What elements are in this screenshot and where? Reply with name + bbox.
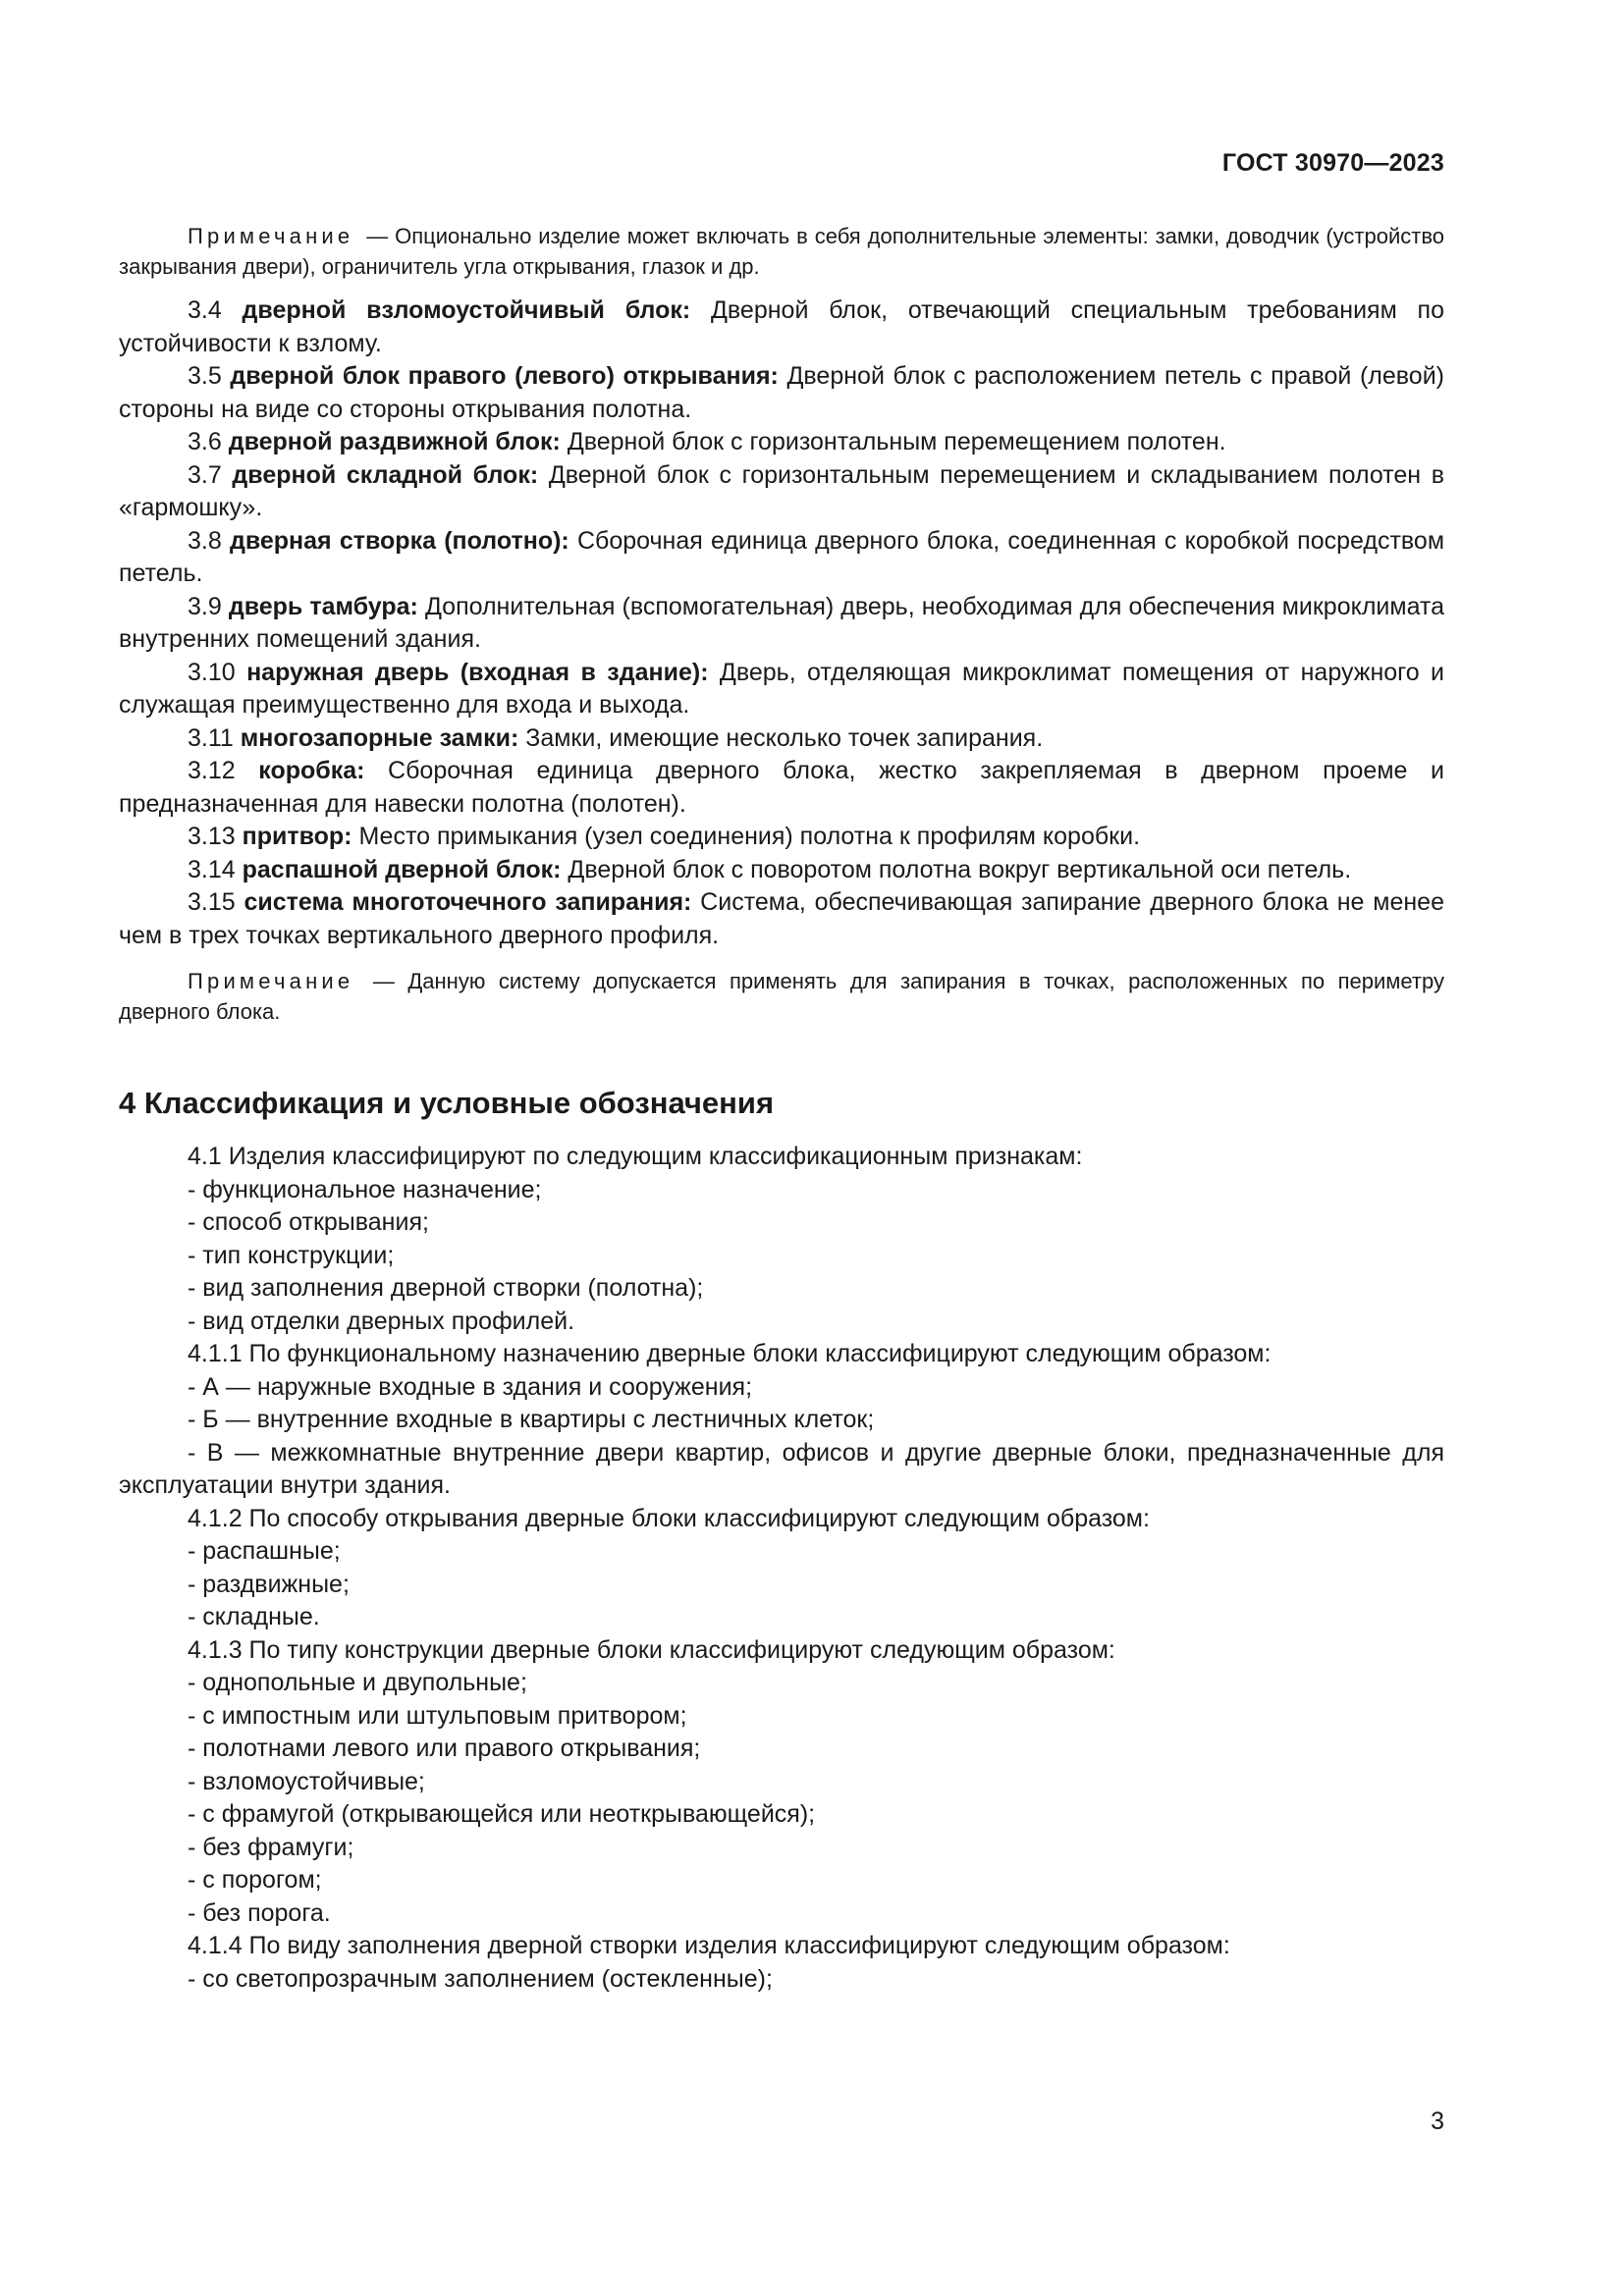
term-definition: Дополнительная (вспомогательная) дверь, необходимая для обеспечения микроклимата внутренних помещений здания. bbox=[119, 592, 1445, 653]
term-name: распашной дверной блок: bbox=[242, 855, 562, 883]
list-item: - однопольные и двупольные; bbox=[188, 1669, 527, 1696]
section-4-title: 4 Классификация и условные обозначения bbox=[119, 1086, 775, 1120]
term-definition: Сборочная единица дверного блока, соединенная с коробкой посредством петель. bbox=[119, 526, 1445, 587]
term-name: многозапорные замки: bbox=[240, 723, 519, 752]
term-name: наружная дверь (входная в здание): bbox=[246, 658, 709, 686]
term-number: 3.9 bbox=[188, 592, 229, 620]
note-1 bbox=[119, 221, 1444, 282]
term-3-9 bbox=[119, 591, 1444, 657]
list-item: - с порогом; bbox=[188, 1866, 322, 1894]
list-item: - вид отделки дверных профилей. bbox=[188, 1307, 575, 1335]
list-item: - А — наружные входные в здания и сооружения; bbox=[188, 1372, 753, 1401]
term-number: 3.5 bbox=[188, 362, 231, 390]
clause-4-1-4: 4.1.4 По виду заполнения дверной створки изделия классифицируют следующим образом: bbox=[188, 1932, 1230, 1959]
term-number: 3.11 bbox=[188, 723, 241, 752]
section-4-body bbox=[119, 1141, 1444, 1996]
list-item: - способ открывания; bbox=[188, 1208, 429, 1236]
term-3-4 bbox=[119, 294, 1444, 360]
term-definition: Дверной блок с горизонтальным перемещением и складыванием полотен в «гармошку». bbox=[119, 460, 1444, 521]
term-3-10 bbox=[119, 657, 1444, 722]
term-number: 3.14 bbox=[188, 855, 243, 883]
page-content bbox=[119, 221, 1444, 1996]
clause-4-1-1: 4.1.1 По функциональному назначению дверные блоки классифицируют следующим образом: bbox=[188, 1340, 1272, 1367]
note-label: Примечание bbox=[188, 969, 354, 993]
clause-4-1: 4.1 Изделия классифицируют по следующим классификационным признакам: bbox=[188, 1143, 1083, 1170]
term-3-15 bbox=[119, 886, 1444, 952]
term-3-14 bbox=[119, 854, 1444, 887]
list-item: - раздвижные; bbox=[188, 1570, 350, 1598]
clause-4-1-2: 4.1.2 По способу открывания дверные блоки классифицируют следующим образом: bbox=[188, 1504, 1150, 1532]
term-3-13 bbox=[119, 821, 1444, 854]
term-3-7 bbox=[119, 459, 1444, 525]
term-number: 3.6 bbox=[188, 428, 229, 455]
list-item: - функциональное назначение; bbox=[188, 1175, 542, 1203]
term-name: дверной взломоустойчивый блок: bbox=[242, 296, 691, 324]
page-number: 3 bbox=[1431, 2108, 1444, 2135]
list-item: - тип конструкции; bbox=[188, 1241, 395, 1269]
term-number: 3.12 bbox=[188, 757, 259, 784]
term-number: 3.13 bbox=[188, 823, 243, 850]
list-item: - В — межкомнатные внутренние двери квартир, офисов и другие дверные блоки, предназначенные для эксплуатации внутри здания. bbox=[119, 1438, 1444, 1499]
term-name: система многоточечного запирания: bbox=[244, 888, 692, 916]
term-definition: Дверной блок с горизонтальным перемещением полотен. bbox=[560, 428, 1226, 455]
list-item: - распашные; bbox=[188, 1537, 341, 1565]
note-label: Примечание bbox=[188, 224, 354, 248]
list-item: - складные. bbox=[188, 1603, 320, 1630]
term-name: дверной складной блок: bbox=[232, 460, 539, 489]
term-definition: Сборочная единица дверного блока, жестко закрепляемая в дверном проеме и предназначенная для навески полотна (полотен). bbox=[119, 757, 1444, 818]
term-name: дверной раздвижной блок: bbox=[228, 428, 561, 455]
term-definition: Дверь, отделяющая микроклимат помещения от наружного и служащая преимущественно для входа и выхода. bbox=[119, 658, 1444, 719]
term-name: дверной блок правого (левого) открывания: bbox=[230, 362, 779, 390]
clause-4-1-3: 4.1.3 По типу конструкции дверные блоки классифицируют следующим образом: bbox=[188, 1635, 1115, 1664]
note-text: — Данную систему допускается применять для запирания в точках, расположенных по периметру дверного блока. bbox=[119, 969, 1444, 1024]
term-number: 3.7 bbox=[188, 460, 233, 489]
term-3-12 bbox=[119, 755, 1444, 821]
term-definition: Место примыкания (узел соединения) полотна к профилям коробки. bbox=[352, 823, 1141, 850]
list-item: - без фрамуги; bbox=[188, 1833, 354, 1861]
list-item: - вид заполнения дверной створки (полотна); bbox=[188, 1274, 704, 1302]
term-number: 3.4 bbox=[188, 296, 243, 324]
term-number: 3.10 bbox=[188, 658, 247, 686]
list-item: - с фрамугой (открывающейся или неоткрывающейся); bbox=[188, 1800, 816, 1828]
term-3-8 bbox=[119, 525, 1444, 591]
term-definition: Дверной блок с расположением петель с правой (левой) стороны на виде со стороны открывания полотна. bbox=[119, 362, 1444, 423]
list-item: - с импостным или штульповым притвором; bbox=[188, 1701, 687, 1730]
term-3-5 bbox=[119, 360, 1444, 426]
term-name: дверная створка (полотно): bbox=[229, 526, 569, 555]
note-text: — Опционально изделие может включать в себя дополнительные элементы: замки, доводчик (устройство закрывания двери), ограничитель угла открывания, глазок и др. bbox=[119, 224, 1444, 279]
term-number: 3.8 bbox=[188, 526, 230, 555]
term-definition: Замки, имеющие несколько точек запирания. bbox=[518, 723, 1044, 752]
list-item: - без порога. bbox=[188, 1898, 331, 1927]
term-3-6 bbox=[119, 426, 1444, 459]
note-2 bbox=[119, 966, 1444, 1027]
terms-list bbox=[119, 294, 1444, 952]
term-definition: Система, обеспечивающая запирание дверного блока не менее чем в трех точках вертикального дверного профиля. bbox=[119, 888, 1444, 949]
list-item: - взломоустойчивые; bbox=[188, 1767, 425, 1795]
list-item: - полотнами левого или правого открывания; bbox=[188, 1735, 701, 1762]
term-name: притвор: bbox=[242, 823, 352, 850]
term-name: дверь тамбура: bbox=[228, 592, 418, 620]
document-header: ГОСТ 30970—2023 bbox=[1221, 149, 1444, 177]
term-definition: Дверной блок с поворотом полотна вокруг вертикальной оси петель. bbox=[561, 855, 1352, 883]
term-name: коробка: bbox=[258, 757, 365, 784]
term-3-11 bbox=[119, 722, 1444, 756]
term-definition: Дверной блок, отвечающий специальным требованиям по устойчивости к взлому. bbox=[119, 296, 1444, 357]
list-item: - Б — внутренние входные в квартиры с лестничных клеток; bbox=[188, 1406, 875, 1433]
term-number: 3.15 bbox=[188, 888, 244, 916]
list-item: - со светопрозрачным заполнением (остекленные); bbox=[188, 1964, 773, 1993]
